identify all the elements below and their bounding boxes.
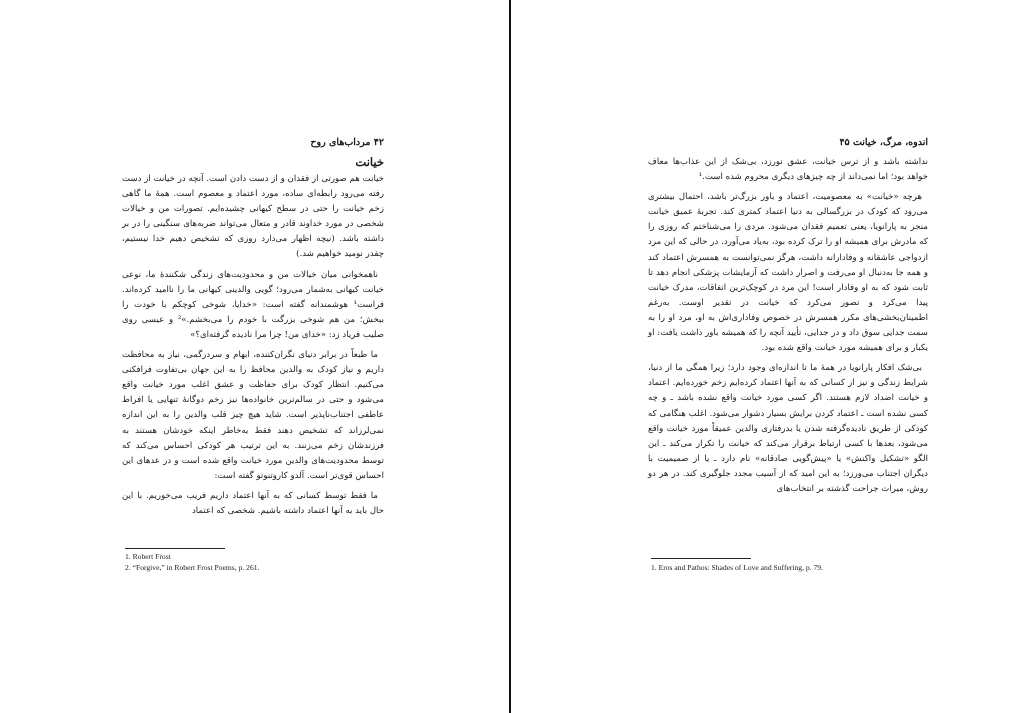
page-header-right: اندوه، مرگ، خیانت ۴۵	[839, 137, 928, 148]
section-title: خیانت	[355, 155, 384, 169]
footnotes-left	[125, 551, 259, 573]
footnote: 2. “Forgive,” in Robert Frost Poems, p. 261.	[125, 563, 260, 572]
right-page	[511, 0, 1021, 713]
paragraph: ما طبعاً در برابر دنیای نگران‌کننده، ابهام و سردرگمی، نیاز به محافظت داریم و نیاز کودک به والدین محافظ را به این جهان بی‌تفاوت فرافکنی می‌کنیم. انتظار کودک برای حفاظت و عشق اغلب مورد خیانت واقع می‌شود و حتی در سالم‌ترین خانواده‌ها نیز زخم دوگانهٔ تنهایی یا افراط عاطفی اجتناب‌ناپذیر است. شاید هیچ چیز قلب والدین را به این اندازه نمی‌لرزاند که تشخیص دهند فقط به‌خاطر اینکه خودشان هستند به فرزندشان زخم می‌زنند. به این ترتیب هر کودکی احساس می‌کند که توسط محدودیت‌های والدین مورد خیانت واقع شده است و در عدهای این احساس قوی‌تر است. آلدو کاروتنوتو گفته است:	[122, 350, 384, 481]
block-quote: ما فقط توسط کسانی که به آنها اعتماد داریم فریب می‌خوریم. با این حال باید به آنها اعتماد داشته باشیم. شخصی که اعتماد	[122, 490, 384, 516]
right-body-text	[648, 155, 928, 502]
left-body-text	[122, 172, 384, 524]
footnotes-right	[651, 562, 823, 573]
paragraph: ناهمخوانی میان خیالات من و محدودیت‌های زندگی شکنندهٔ ما، نوعی خیانت کیهانی به‌شمار می‌رود؛ گویی والدینی کیهانی ما را ناامید کرده‌اند. فراست¹ هوشمندانه گفته است: «خدایا، شوخی کوچکم با خودت را ببخش؛ من هم شوخی بزرگت با خودم را می‌بخشم.»² و عیسی روی صلیب فریاد زد: «خدای من! چرا مرا نادیده گرفته‌ای؟»	[122, 269, 384, 340]
paragraph: بی‌شک افکار پارانویا در همهٔ ما تا اندازه‌ای وجود دارد؛ زیرا همگی ما از دنیا، شرایط زندگی و نیز از کسانی که به آنها اعتماد کرده‌ایم زخم خورده‌ایم. اعتماد و خیانت اضداد لازم هستند. اگر کسی مورد خیانت واقع نشده باشد ـ و چه کسی نشده است ـ اعتماد کردن برایش بسیار دشوار می‌شود. اغلب هنگامی که کودکی از طریق نادیده‌گرفته شدن یا بدرفتاری والدین عمیقاً مورد خیانت واقع می‌شود، بعدها با کسی ارتباط برقرار می‌کند که خیانت را تکرار می‌کند ـ این الگو «تشکیل واکنش» یا «پیش‌گویی صادقانه» نام دارد ـ یا از صمیمیت با دیگران اجتناب می‌ورزد؛ به این امید که از آسیب مجدد جلوگیری کند. در هر دو روش، میراث جراحت گذشته بر انتخاب‌های	[648, 363, 928, 494]
footnote: 1. Eros and Pathos: Shades of Love and Suffering, p. 79.	[651, 563, 823, 572]
page-header-left: ۴۲ مرداب‌های روح	[310, 137, 384, 148]
paragraph: خیانت هم صورتی از فقدان و از دست دادن است. آنچه در خیانت از دست رفته می‌رود رابطه‌ای ساده، مورد اعتماد و معصوم است. همهٔ ما گاهی زخم خیانت را حتی در سطح کیهانی چشیده‌ایم. تصورات من و خیالات شخصی در مورد خداوند قادر و متعال می‌تواند ضربه‌های سنگینی را در بر داشته باشد. (نیچه اظهار می‌دارد روزی که تشخیص دهیم خدا نیستیم، چقدر نومید خواهیم شد.)	[122, 174, 384, 260]
footnote-divider	[651, 558, 751, 559]
paragraph: هرچه «خیانت» به معصومیت، اعتماد و باور بزرگ‌تر باشد، احتمال بیشتری می‌رود که کودک در بزرگسالی به دنیا اعتماد کمتری کند. تجربهٔ عمیق خیانت منجر به پارانویا، یعنی تعمیم فقدان می‌شود. مردی را می‌شناختم که روزی را که مادرش برای همیشه او را ترک کرده بود، به‌یاد می‌آورد. در حالی که این مرد ازدواجی عاشقانه و وفادارانه داشت، هرگز نمی‌توانست به همسرش اعتماد کند و همه جا به‌دنبال او می‌رفت و اصرار داشت که آزمایشات پزشکی انجام دهد تا ثابت شود که به او وفادار است! این مرد در کوچک‌ترین اتفاقات، مدرک خیانت پیدا می‌کرد و تصور می‌کرد که خیانت در تقدیر اوست. به‌رغم اطمینان‌بخشی‌های مکرر همسرش در خصوص وفاداری‌اش به او، مرد او را به سمت جدایی سوق داد و در جدایی، تأیید آنچه را که همیشه باور داشت یافت: او یکبار و برای همیشه مورد خیانت واقع شده بود.	[648, 192, 928, 354]
block-quote-continued: نداشته باشد و از ترس خیانت، عشق نورزد، بی‌شک از این عذاب‌ها معاف خواهد بود؛ اما نمی‌داند از چه چیزهای دیگری محروم شده است.¹	[648, 157, 928, 183]
footnote: 1. Robert Frost	[125, 552, 171, 561]
footnote-divider	[125, 548, 225, 549]
left-page	[0, 0, 509, 713]
